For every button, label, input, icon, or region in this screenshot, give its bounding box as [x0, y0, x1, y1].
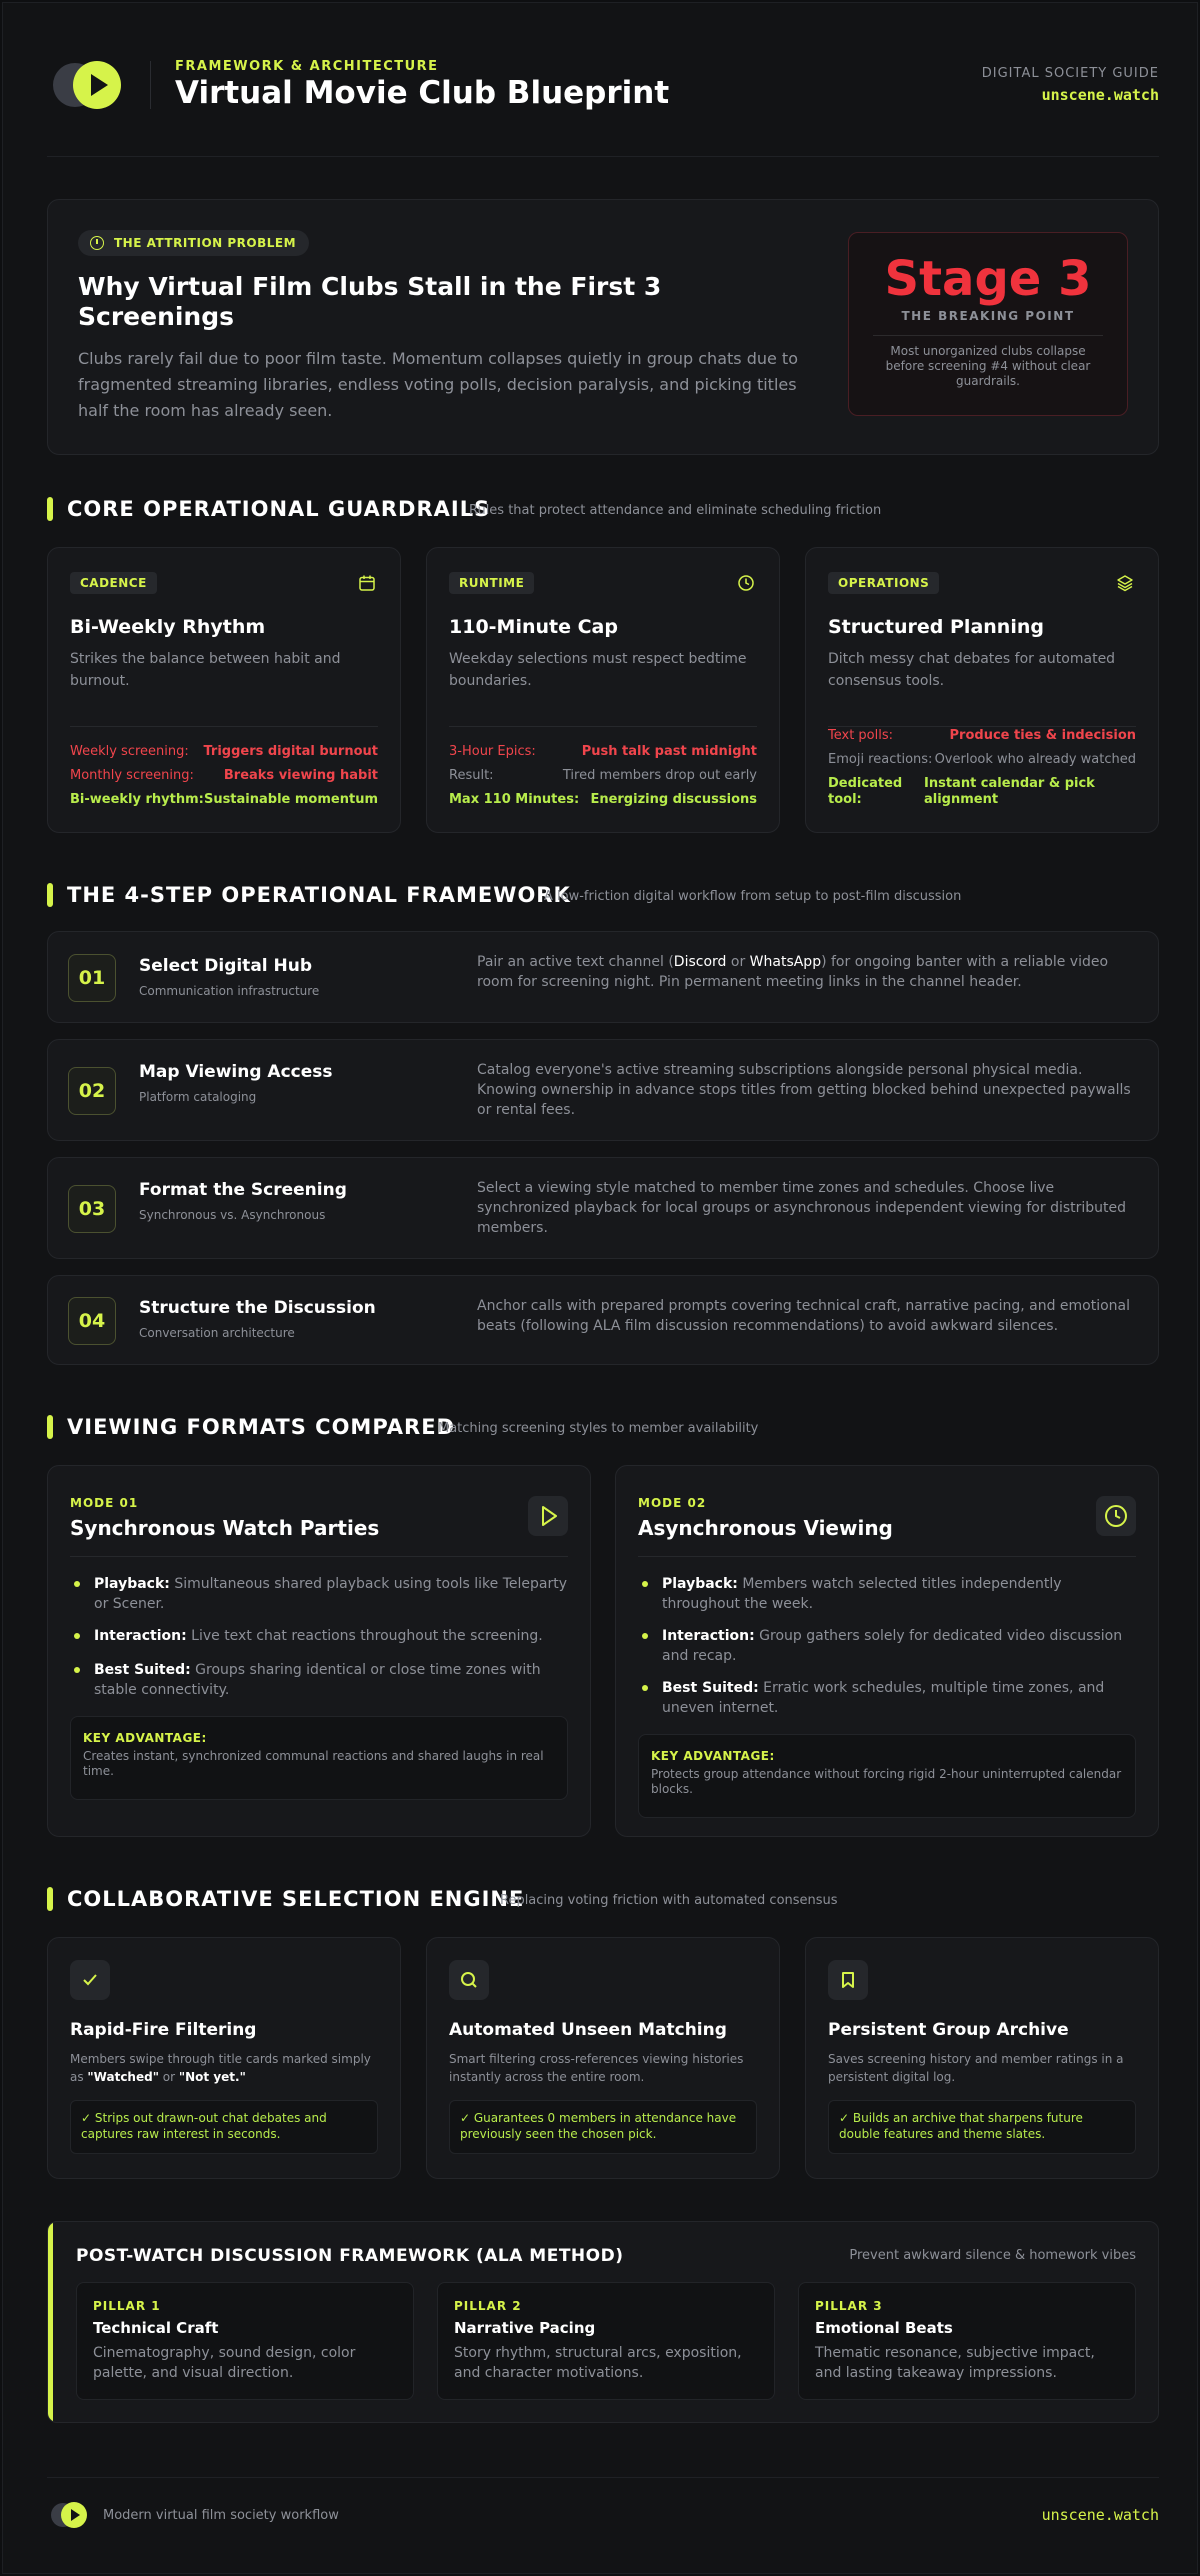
- selection-title: Rapid-Fire Filtering: [70, 2020, 257, 2040]
- format-bullet: Interaction: Live text chat reactions throughout the screening.: [94, 1626, 574, 1646]
- pillar-desc: Thematic resonance, subjective impact, and lasting takeaway impressions.: [815, 2345, 1095, 2381]
- pillar-number: PILLAR 2: [454, 2299, 522, 2313]
- logo-play-icon: [53, 61, 121, 109]
- guardrail-card-operations: [805, 547, 1159, 833]
- key-advantage-box: [638, 1734, 1136, 1818]
- selection-benefit: ✓ Builds an archive that sharpens future double features and theme slates.: [828, 2100, 1136, 2154]
- footer-text: Modern virtual film society workflow: [103, 2508, 339, 2523]
- pillar-number: PILLAR 3: [815, 2299, 883, 2313]
- step-description: Catalog everyone's active streaming subscriptions alongside personal physical media. Knowing ownership in advance stops titles from getting blocked behind unexpected paywalls or rental fees.: [477, 1062, 1131, 1118]
- key-advantage-text: Protects group attendance without forcing rigid 2-hour uninterrupted calendar blocks.: [651, 1767, 1122, 1796]
- framework-heading: [47, 881, 1159, 909]
- pillar-card: [76, 2282, 414, 2400]
- pillar-number: PILLAR 1: [93, 2299, 161, 2313]
- stage-value: Stage 3: [884, 251, 1092, 307]
- pillar-title: Narrative Pacing: [454, 2319, 596, 2337]
- pillar-card: [798, 2282, 1136, 2400]
- step-card: [47, 1157, 1159, 1259]
- step-description: Anchor calls with prepared prompts covering technical craft, narrative pacing, and emotional beats (following ALA film discussion recommendations) to avoid awkward silences.: [477, 1298, 1131, 1334]
- footer-site-link[interactable]: unscene.watch: [1041, 2506, 1159, 2524]
- selection-benefit: ✓ Strips out drawn-out chat debates and captures raw interest in seconds.: [70, 2100, 378, 2154]
- key-advantage-text: Creates instant, synchronized communal reactions and shared laughs in real time.: [83, 1749, 544, 1778]
- check-icon: [70, 1960, 110, 2000]
- step-number: 04: [68, 1297, 116, 1345]
- pillar-title: Technical Craft: [93, 2319, 219, 2337]
- row-key: 3-Hour Epics:: [449, 744, 536, 759]
- step-description: Pair an active text channel (Discord or WhatsApp) for ongoing banter with a reliable video room for screening night. Pin permanent meeting links in the channel header.: [477, 954, 1109, 990]
- step-subtitle: Conversation architecture: [139, 1326, 295, 1340]
- post-watch-title: POST-WATCH DISCUSSION FRAMEWORK (ALA METHOD): [76, 2246, 624, 2266]
- selection-benefit: ✓ Guarantees 0 members in attendance have previously seen the chosen pick.: [449, 2100, 757, 2154]
- step-number: 01: [68, 954, 116, 1002]
- page-footer: [47, 2477, 1159, 2533]
- clock-icon: [1096, 1496, 1136, 1536]
- format-divider: [70, 1556, 568, 1557]
- guardrail-divider: [449, 726, 757, 727]
- pillar-title: Emotional Beats: [815, 2319, 953, 2337]
- step-subtitle: Platform cataloging: [139, 1090, 257, 1104]
- attrition-pill: [78, 230, 309, 256]
- section-title: CORE OPERATIONAL GUARDRAILS: [67, 497, 491, 521]
- guardrail-tag: OPERATIONS: [828, 572, 939, 594]
- guardrail-tag: CADENCE: [70, 572, 157, 594]
- alert-icon: [90, 236, 104, 250]
- row-value: Produce ties & indecision: [949, 728, 1136, 743]
- section-accent-bar: [47, 883, 53, 907]
- guardrails-heading: [47, 495, 1159, 523]
- stage-callout: [848, 232, 1128, 416]
- row-key: Bi-weekly rhythm:: [70, 792, 204, 807]
- step-title: Map Viewing Access: [139, 1062, 333, 1082]
- hero-title: Why Virtual Film Clubs Stall in the First 3 Screenings: [78, 272, 662, 331]
- section-subtitle: Matching screening styles to member availability: [438, 1421, 759, 1436]
- guardrail-title: Structured Planning: [828, 616, 1044, 638]
- key-advantage-label: KEY ADVANTAGE:: [83, 1731, 207, 1745]
- row-key: Dedicated tool:: [828, 776, 903, 807]
- format-bullet: Playback: Simultaneous shared playback using tools like Teleparty or Scener.: [94, 1574, 574, 1614]
- step-card: [47, 1039, 1159, 1141]
- row-value: Instant calendar & pick alignment: [924, 776, 1095, 807]
- selection-desc: Smart filtering cross-references viewing histories instantly across the entire room.: [449, 2052, 744, 2084]
- step-title: Format the Screening: [139, 1180, 347, 1200]
- guardrail-desc: Ditch messy chat debates for automated consensus tools.: [828, 651, 1116, 689]
- format-bullet: Best Suited: Erratic work schedules, multiple time zones, and uneven internet.: [662, 1678, 1142, 1718]
- guardrail-title: Bi-Weekly Rhythm: [70, 616, 266, 638]
- section-title: THE 4-STEP OPERATIONAL FRAMEWORK: [67, 883, 571, 907]
- selection-card-filtering: [47, 1937, 401, 2179]
- format-mode: MODE 01: [70, 1496, 139, 1510]
- post-watch-subtitle: Prevent awkward silence & homework vibes: [849, 2248, 1136, 2263]
- selection-title: Automated Unseen Matching: [449, 2020, 727, 2040]
- key-advantage-box: [70, 1716, 568, 1800]
- row-value: Overlook who already watched: [934, 752, 1136, 767]
- hero-body: Clubs rarely fail due to poor film taste. Momentum collapses quietly in group chats due to fragmented streaming libraries, endless voting polls, decision paralysis, and picking titles half the room has already seen.: [78, 349, 798, 420]
- attrition-pill-label: THE ATTRITION PROBLEM: [114, 236, 297, 250]
- format-mode: MODE 02: [638, 1496, 707, 1510]
- step-number: 03: [68, 1185, 116, 1233]
- step-card: [47, 1275, 1159, 1365]
- stage-label: THE BREAKING POINT: [901, 309, 1075, 323]
- row-key: Max 110 Minutes:: [449, 792, 580, 807]
- key-advantage-label: KEY ADVANTAGE:: [651, 1749, 775, 1763]
- row-value: Triggers digital burnout: [203, 744, 378, 759]
- guardrail-title: 110-Minute Cap: [449, 616, 618, 638]
- row-value: Energizing discussions: [590, 792, 757, 807]
- format-card-asynchronous: [615, 1465, 1159, 1837]
- format-bullet: Playback: Members watch selected titles independently throughout the week.: [662, 1574, 1142, 1614]
- calendar-icon: [358, 574, 376, 592]
- step-subtitle: Synchronous vs. Asynchronous: [139, 1208, 326, 1222]
- section-subtitle: Replacing voting friction with automated consensus: [500, 1893, 838, 1908]
- layers-icon: [1116, 574, 1134, 592]
- whatsapp-link: WhatsApp: [749, 954, 822, 970]
- formats-heading: [47, 1413, 1159, 1441]
- stage-note: Most unorganized clubs collapse before screening #4 without clear guardrails.: [885, 344, 1091, 388]
- guardrail-desc: Strikes the balance between habit and burnout.: [70, 651, 341, 689]
- section-subtitle: A low-friction digital workflow from setup to post-film discussion: [544, 889, 962, 904]
- clock-icon: [737, 574, 755, 592]
- format-title: Asynchronous Viewing: [638, 1516, 893, 1540]
- step-number: 02: [68, 1067, 116, 1115]
- step-description: Select a viewing style matched to member time zones and schedules. Choose live synchronized playback for local groups or asynchronous independent viewing for distributed members.: [477, 1180, 1127, 1236]
- row-value: Sustainable momentum: [203, 792, 378, 807]
- header-guide-label: DIGITAL SOCIETY GUIDE: [981, 66, 1159, 81]
- section-accent-bar: [47, 1415, 53, 1439]
- step-title: Structure the Discussion: [139, 1298, 376, 1318]
- step-card: [47, 931, 1159, 1023]
- section-title: COLLABORATIVE SELECTION ENGINE: [67, 1887, 525, 1911]
- guardrail-card-runtime: [426, 547, 780, 833]
- footer-logo-icon: [51, 2502, 87, 2528]
- format-divider: [638, 1556, 1136, 1557]
- pillar-card: [437, 2282, 775, 2400]
- selection-heading: [47, 1885, 1159, 1913]
- row-key: Weekly screening:: [70, 744, 189, 759]
- page-title: Virtual Movie Club Blueprint: [175, 75, 670, 111]
- section-accent-bar: [47, 497, 53, 521]
- selection-card-archive: [805, 1937, 1159, 2179]
- selection-title: Persistent Group Archive: [828, 2020, 1069, 2040]
- play-icon: [528, 1496, 568, 1536]
- row-value: Push talk past midnight: [581, 744, 757, 759]
- section-accent-bar: [48, 2222, 53, 2422]
- pillar-desc: Cinematography, sound design, color palette, and visual direction.: [93, 2345, 356, 2381]
- format-title: Synchronous Watch Parties: [70, 1516, 380, 1540]
- format-card-synchronous: [47, 1465, 591, 1837]
- search-icon: [449, 1960, 489, 2000]
- header-site-link[interactable]: unscene.watch: [1041, 86, 1159, 104]
- guardrail-divider: [70, 726, 378, 727]
- row-value: Tired members drop out early: [562, 768, 757, 783]
- step-subtitle: Communication infrastructure: [139, 984, 320, 998]
- page-header: [47, 59, 1159, 157]
- row-key: Monthly screening:: [70, 768, 194, 783]
- format-bullet: Best Suited: Groups sharing identical or close time zones with stable connectivity.: [94, 1660, 574, 1700]
- post-watch-framework: [47, 2221, 1159, 2423]
- row-key: Text polls:: [828, 728, 894, 743]
- section-accent-bar: [47, 1887, 53, 1911]
- guardrail-desc: Weekday selections must respect bedtime boundaries.: [449, 651, 747, 689]
- selection-desc: Saves screening history and member ratings in a persistent digital log.: [828, 2052, 1124, 2084]
- bookmark-icon: [828, 1960, 868, 2000]
- page: [2, 2, 1198, 2574]
- stage-divider: [873, 335, 1103, 336]
- header-divider: [150, 61, 151, 109]
- format-bullet: Interaction: Group gathers solely for dedicated video discussion and recap.: [662, 1626, 1142, 1666]
- attrition-problem-card: [47, 199, 1159, 455]
- guardrail-card-cadence: [47, 547, 401, 833]
- selection-card-matching: [426, 1937, 780, 2179]
- discord-link: Discord: [673, 954, 727, 970]
- row-key: Emoji reactions:: [828, 752, 933, 767]
- guardrail-tag: RUNTIME: [449, 572, 534, 594]
- section-subtitle: Rules that protect attendance and eliminate scheduling friction: [469, 503, 882, 518]
- header-eyebrow: FRAMEWORK & ARCHITECTURE: [175, 59, 439, 74]
- row-key: Result:: [449, 768, 494, 783]
- pillar-desc: Story rhythm, structural arcs, exposition, and character motivations.: [454, 2345, 742, 2381]
- row-value: Breaks viewing habit: [223, 768, 378, 783]
- guardrail-divider: [828, 726, 1136, 727]
- step-title: Select Digital Hub: [139, 956, 313, 976]
- selection-desc: Members swipe through title cards marked simply as "Watched" or "Not yet.": [70, 2052, 371, 2084]
- section-title: VIEWING FORMATS COMPARED: [67, 1415, 455, 1439]
- guardrail-row: [828, 776, 1136, 810]
